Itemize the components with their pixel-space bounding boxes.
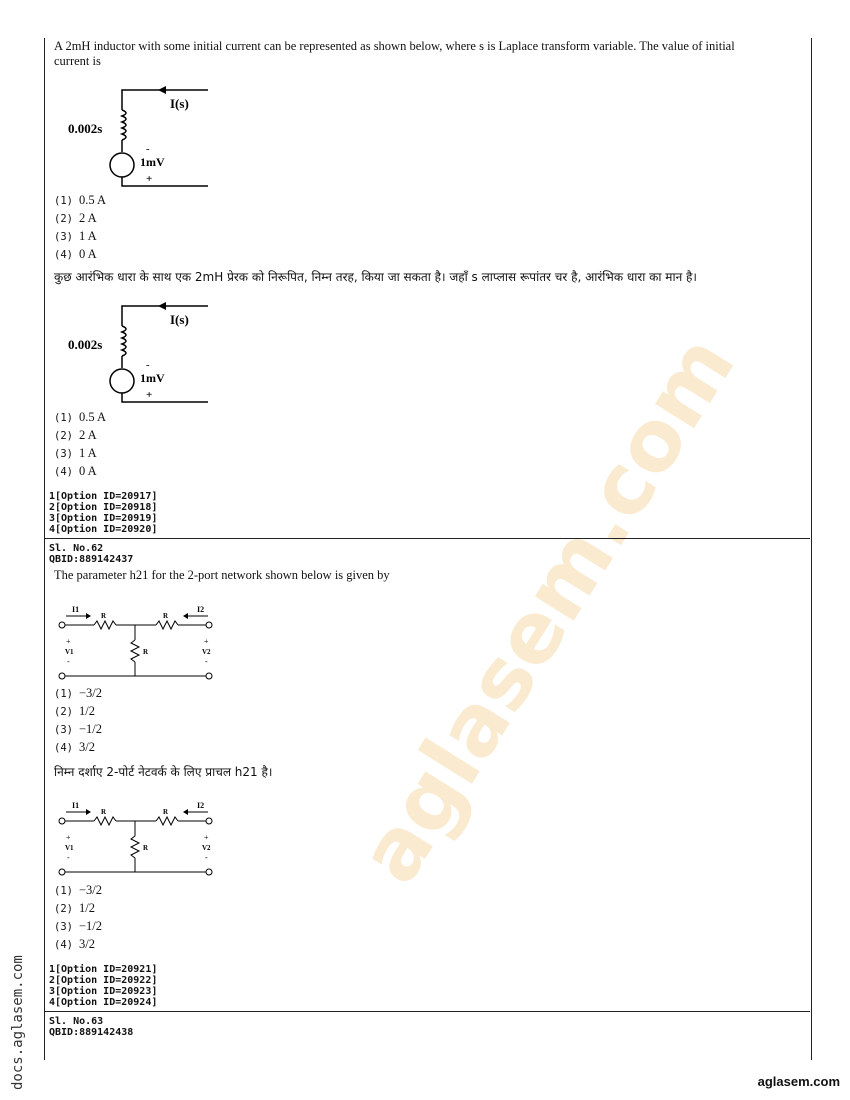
q62-option-en-1: (1) −3/2: [54, 686, 102, 700]
q62-i2-label: I2: [197, 605, 205, 614]
q61-minus: -: [146, 143, 150, 155]
q61-current-label: I(s): [170, 96, 189, 111]
q62-option-en-4: (4) 3/2: [54, 740, 95, 754]
q62-hi-v1-plus: +: [66, 833, 71, 842]
q61-impedance-label: 0.002s: [68, 121, 103, 136]
q63-header: [49, 1016, 133, 1038]
q62-option-en-3: (3) −1/2: [54, 722, 102, 736]
q61-hi-voltage-label: 1mV: [140, 371, 165, 385]
q62-hi-r1-label: R: [101, 808, 107, 816]
q61-option-hi-2: (2) 2 A: [54, 428, 97, 442]
q62-hi-v2-plus: +: [204, 833, 209, 842]
q62-r3-label: R: [143, 648, 149, 656]
q61-hi-plus: +: [146, 389, 153, 401]
q62-v1-plus: +: [66, 637, 71, 646]
q62-hi-i2-label: I2: [197, 801, 205, 810]
q62-v2-plus: +: [204, 637, 209, 646]
q62-i1-label: I1: [72, 605, 80, 614]
q63-sl-no: Sl. No.63: [49, 1016, 104, 1027]
q61-stem-hi: कुछ आरंभिक धारा के साथ एक 2mH प्रेरक को निरूपित, निम्न तरह, किया जा सकता है। जहाँ s लाप्लास रूपांतर चर है, आरंभिक धारा का मान है।: [54, 270, 697, 284]
q62-stem-en: The parameter h21 for the 2-port network shown below is given by: [54, 568, 390, 582]
q61-option-en-3: (3) 1 A: [54, 229, 97, 243]
q61-stem-en: [54, 39, 799, 69]
q61-option-en-1: (1) 0.5 A: [54, 193, 107, 207]
q61-option-en-4: (4) 0 A: [54, 247, 97, 261]
q62-option-ids: 1[Option ID=20921] 2[Option ID=20922] 3[Option ID=20923] 4[Option ID=20924]: [49, 964, 158, 1008]
q62-v2-minus: -: [205, 657, 208, 666]
watermark: aglasem.com: [340, 318, 754, 900]
q61-circuit-hi: [60, 302, 220, 408]
brand-footer: aglasem.com: [757, 1074, 840, 1089]
q62-hi-v2-minus: -: [205, 853, 208, 862]
q61-stem-line-1: A 2mH inductor with some initial current can be represented as shown below, where s is Laplace transform variable. The value of initial: [54, 39, 735, 53]
q62-hi-v1-minus: -: [67, 853, 70, 862]
q62-stem-hi: निम्न दर्शाए 2-पोर्ट नेटवर्क के लिए प्राचल h21 है।: [54, 765, 273, 779]
q62-r2-label: R: [163, 612, 169, 620]
q61-option-hi-3: (3) 1 A: [54, 446, 97, 460]
q62-hi-r2-label: R: [163, 808, 169, 816]
q61-option-ids: 1[Option ID=20917] 2[Option ID=20918] 3[Option ID=20919] 4[Option ID=20920]: [49, 491, 158, 535]
q61-hi-impedance-label: 0.002s: [68, 337, 103, 352]
q61-voltage-label: 1mV: [140, 155, 165, 169]
q61-option-hi-4: (4) 0 A: [54, 464, 97, 478]
q62-v1-minus: -: [67, 657, 70, 666]
q61-hi-current-label: I(s): [170, 312, 189, 327]
separator-q62-q63: [44, 1011, 810, 1012]
q62-qbid: QBID:889142437: [49, 554, 134, 565]
q62-option-hi-3: (3) −1/2: [54, 919, 102, 933]
q63-qbid: QBID:889142438: [49, 1027, 134, 1038]
q62-hi-r3-label: R: [143, 844, 149, 852]
side-url-text: docs.aglasem.com: [10, 955, 26, 1090]
q61-stem-line-2: current is: [54, 54, 101, 68]
q62-hi-v1-label: V1: [65, 844, 74, 852]
q61-plus: +: [146, 173, 153, 185]
q62-v1-label: V1: [65, 648, 74, 656]
q62-circuit-en: [56, 600, 221, 682]
q62-v2-label: V2: [202, 648, 211, 656]
q62-r1-label: R: [101, 612, 107, 620]
q62-option-hi-4: (4) 3/2: [54, 937, 95, 951]
separator-q61-q62: [44, 538, 810, 539]
q62-option-en-2: (2) 1/2: [54, 704, 95, 718]
q62-option-hi-2: (2) 1/2: [54, 901, 95, 915]
q62-header: [49, 543, 133, 565]
q61-hi-minus: -: [146, 359, 150, 371]
q61-circuit-en: [60, 86, 220, 192]
q62-option-hi-1: (1) −3/2: [54, 883, 102, 897]
q61-option-hi-1: (1) 0.5 A: [54, 410, 107, 424]
q62-hi-v2-label: V2: [202, 844, 211, 852]
q62-circuit-hi: [56, 796, 221, 878]
q62-hi-i1-label: I1: [72, 801, 80, 810]
q61-option-en-2: (2) 2 A: [54, 211, 97, 225]
q62-sl-no: Sl. No.62: [49, 543, 104, 554]
